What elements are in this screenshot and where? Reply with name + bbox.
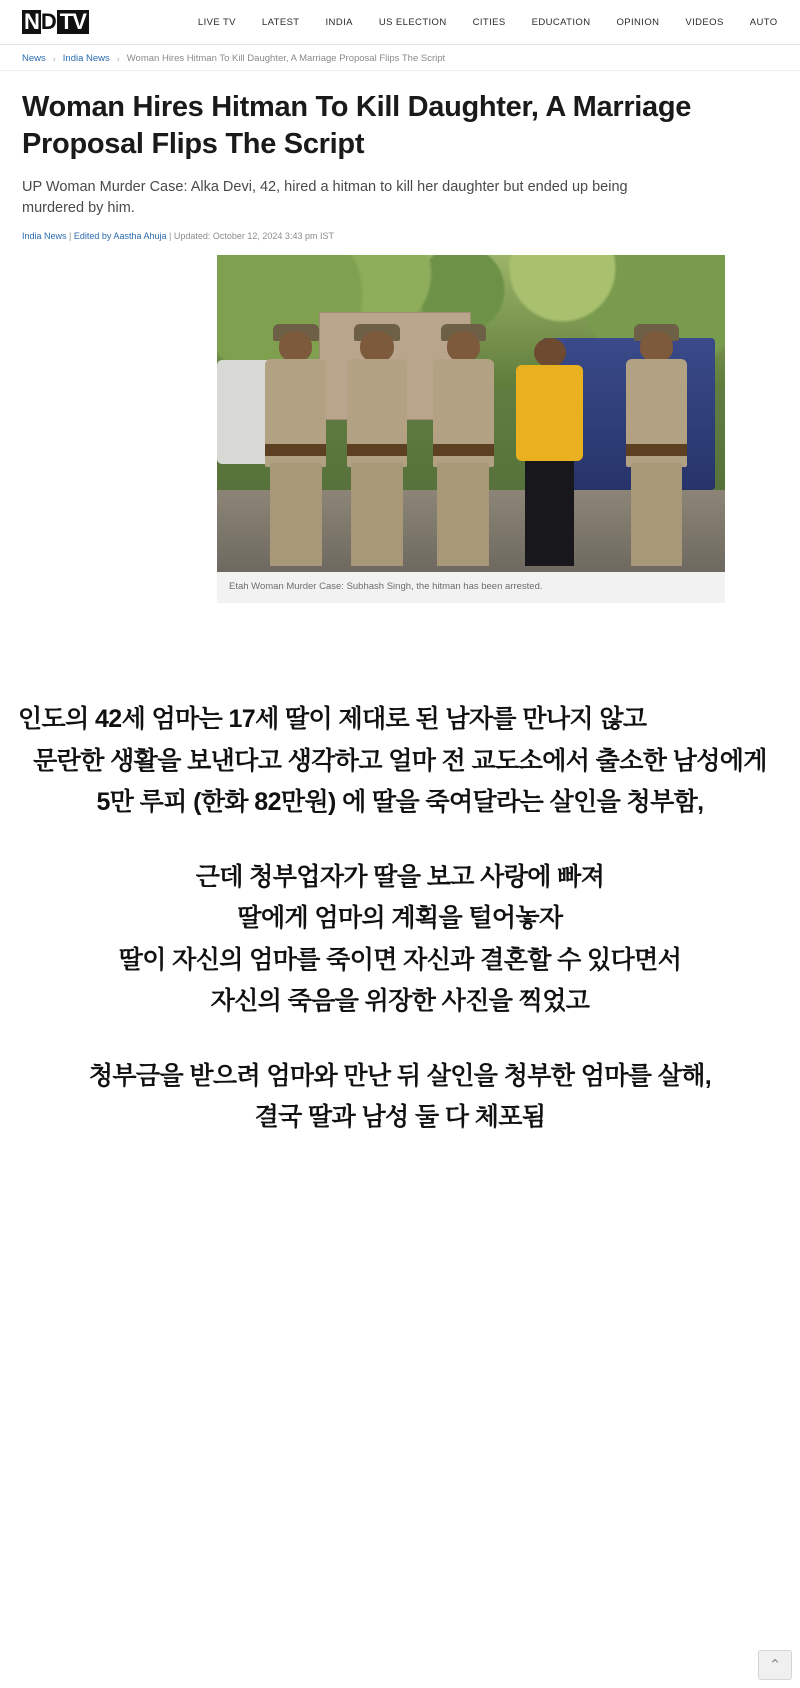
breadcrumb-item-india-news[interactable]: India News bbox=[62, 53, 110, 64]
breadcrumb-item-news[interactable]: News bbox=[22, 53, 46, 64]
korean-summary-body bbox=[0, 699, 800, 1178]
korean-line: 문란한 생활을 보낸다고 생각하고 얼마 전 교도소에서 출소한 남성에게 bbox=[33, 746, 767, 775]
nav-item-opinion[interactable]: OPINION bbox=[616, 16, 660, 28]
byline-timestamp: Updated: October 12, 2024 3:43 pm IST bbox=[173, 231, 334, 242]
korean-line: 5만 루피 (한화 82만원) 에 딸을 죽여달라는 살인을 청부함, bbox=[96, 787, 704, 816]
byline-divider: | bbox=[169, 231, 172, 242]
korean-line: 딸에게 엄마의 계획을 털어놓자 bbox=[237, 904, 563, 933]
chevron-up-icon: ⌃ bbox=[768, 1657, 782, 1674]
photo-police-officer bbox=[425, 331, 501, 566]
site-header bbox=[0, 0, 800, 45]
photo-police-officer bbox=[339, 331, 415, 566]
logo-letter-n: N bbox=[24, 8, 39, 34]
paragraph-gap bbox=[10, 1022, 790, 1056]
nav-item-latest[interactable]: LATEST bbox=[261, 16, 300, 28]
breadcrumb bbox=[0, 45, 800, 71]
nav-item-auto[interactable]: AUTO bbox=[749, 16, 778, 28]
nav-item-education[interactable]: EDUCATION bbox=[531, 16, 591, 28]
byline-editor-link[interactable]: Edited by Aastha Ahuja bbox=[73, 231, 167, 242]
photo-police-officer bbox=[618, 331, 694, 566]
photo-caption: Etah Woman Murder Case: Subhash Singh, the hitman has been arrested. bbox=[217, 572, 725, 603]
nav-item-cities[interactable]: CITIES bbox=[472, 16, 506, 28]
byline-divider: | bbox=[69, 231, 72, 242]
korean-line: 청부금을 받으려 엄마와 만난 뒤 살인을 청부한 엄마를 살해, bbox=[88, 1062, 712, 1090]
primary-nav bbox=[198, 17, 778, 28]
nav-item-live-tv[interactable]: LIVE TV bbox=[197, 16, 236, 28]
breadcrumb-current: Woman Hires Hitman To Kill Daughter, A Marriage Proposal Flips The Script bbox=[126, 53, 446, 64]
byline-section-link[interactable]: India News bbox=[22, 231, 67, 242]
paragraph-gap bbox=[10, 823, 790, 857]
logo-letters-tv: TV bbox=[57, 10, 89, 34]
ndtv-logo[interactable] bbox=[18, 8, 93, 37]
page-title: Woman Hires Hitman To Kill Daughter, A Marriage Proposal Flips The Script bbox=[22, 91, 692, 161]
article bbox=[0, 71, 800, 603]
breadcrumb-separator-icon: › bbox=[52, 53, 56, 64]
nav-item-us-election[interactable]: US ELECTION bbox=[378, 16, 447, 28]
breadcrumb-separator-icon: › bbox=[116, 53, 120, 64]
scroll-to-top-button[interactable] bbox=[758, 1650, 792, 1680]
logo-letter-d: D bbox=[40, 8, 56, 34]
article-figure bbox=[217, 255, 725, 603]
nav-item-india[interactable]: INDIA bbox=[325, 16, 353, 28]
photo-suspect bbox=[512, 338, 588, 566]
article-photo bbox=[217, 255, 725, 572]
korean-line: 인도의 42세 엄마는 17세 딸이 제대로 된 남자를 만나지 않고 bbox=[18, 705, 647, 734]
korean-line: 결국 딸과 남성 둘 다 체포됨 bbox=[254, 1103, 546, 1132]
nav-item-videos[interactable]: VIDEOS bbox=[685, 16, 724, 28]
article-byline bbox=[22, 231, 778, 241]
photo-police-officer bbox=[258, 331, 334, 566]
korean-line: 자신의 죽음을 위장한 사진을 찍었고 bbox=[210, 986, 590, 1015]
korean-line: 근데 청부업자가 딸을 보고 사랑에 빠져 bbox=[195, 863, 605, 891]
article-standfirst: UP Woman Murder Case: Alka Devi, 42, hired a hitman to kill her daughter but ended up being murdered by him. bbox=[22, 179, 628, 217]
korean-line: 딸이 자신의 엄마를 죽이면 자신과 결혼할 수 있다면서 bbox=[118, 945, 682, 974]
